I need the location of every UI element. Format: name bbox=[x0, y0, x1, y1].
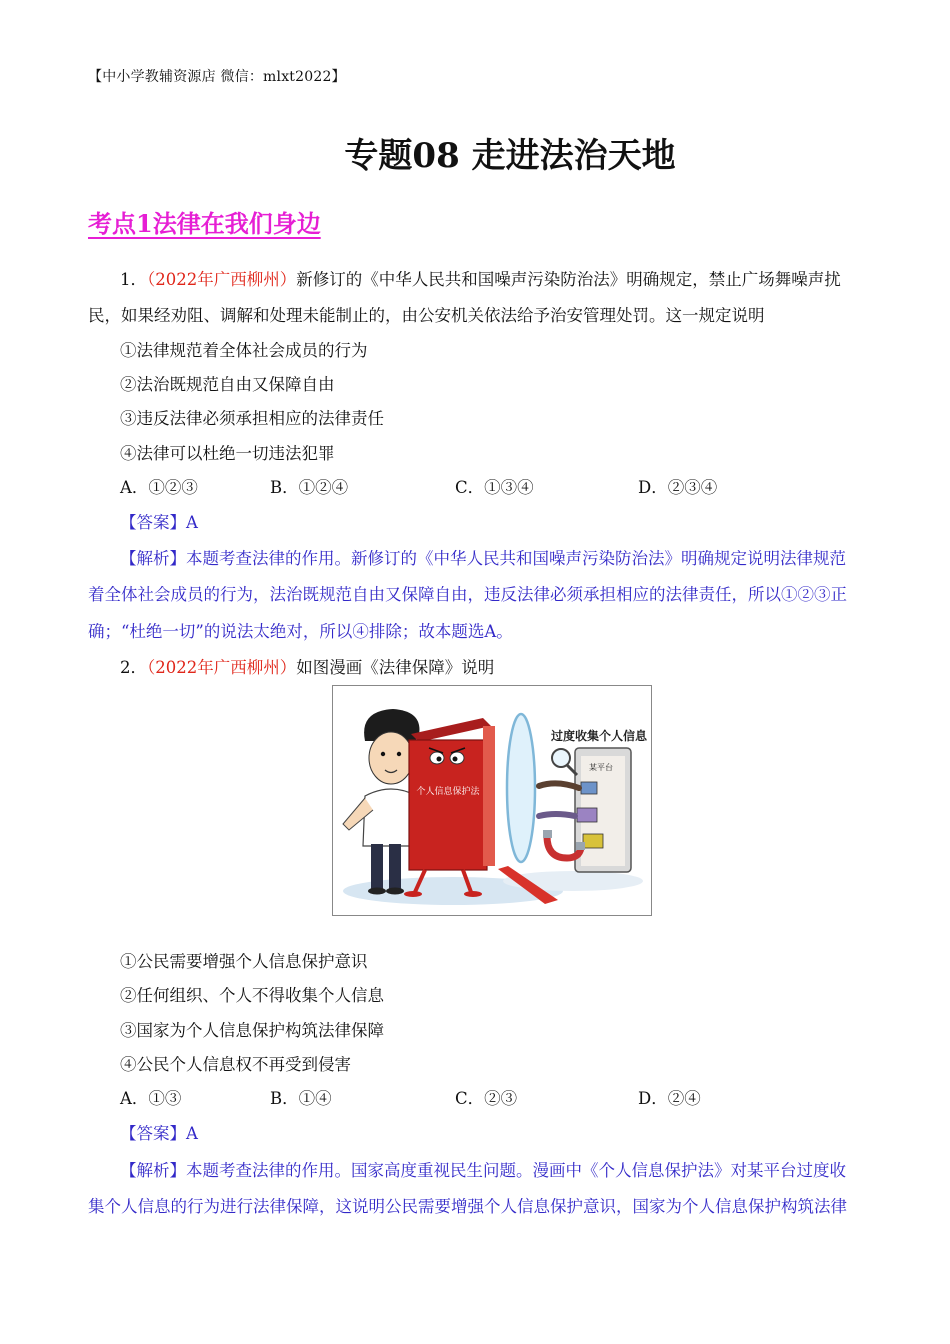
q1-item-2: ②法治既规范自由又保障自由 bbox=[120, 375, 335, 394]
q1-item-3: ③违反法律必须承担相应的法律责任 bbox=[120, 409, 384, 428]
shield-icon bbox=[507, 714, 535, 862]
q2-option-d: D．②④ bbox=[638, 1089, 701, 1108]
platform-label: 某平台 bbox=[589, 763, 613, 772]
q1-analysis-line1: 本题考查法律的作用。新修订的《中华人民共和国噪声污染防治法》明确规定说明法律规范 bbox=[186, 549, 846, 568]
q2-item-4: ④公民个人信息权不再受到侵害 bbox=[120, 1055, 351, 1074]
q1-analysis-line3: 确；“杜绝一切”的说法太绝对，所以④排除；故本题选A。 bbox=[88, 622, 513, 641]
cartoon-banner: 过度收集个人信息 bbox=[551, 729, 648, 743]
q2-analysis bbox=[120, 1157, 846, 1181]
q1-number: 1． bbox=[120, 270, 147, 289]
q1-answer bbox=[120, 509, 198, 533]
q1-option-c: C．①③④ bbox=[455, 478, 534, 497]
q1-option-b: B．①②④ bbox=[270, 478, 349, 497]
section-heading: 考点1法律在我们身边 bbox=[88, 209, 321, 238]
q2-stem-text: 如图漫画《法律保障》说明 bbox=[296, 658, 495, 677]
q1-answer-value: A bbox=[186, 513, 198, 532]
page-title: 专题08 走进法治天地 bbox=[344, 136, 676, 176]
q2-option-a: A．①③ bbox=[120, 1089, 182, 1108]
q2-number: 2． bbox=[120, 658, 147, 677]
q1-option-a: A．①②③ bbox=[120, 478, 198, 497]
q1-source: （2022年广西柳州） bbox=[147, 270, 297, 289]
q1-stem bbox=[120, 266, 841, 290]
q2-source: （2022年广西柳州） bbox=[147, 658, 297, 677]
cartoon-figure bbox=[332, 685, 652, 916]
q1-item-1: ①法律规范着全体社会成员的行为 bbox=[120, 341, 368, 360]
q2-option-b: B．①④ bbox=[270, 1089, 332, 1108]
q2-analysis-line1: 本题考查法律的作用。国家高度重视民生问题。漫画中《个人信息保护法》对某平台过度收 bbox=[186, 1161, 846, 1180]
q2-analysis-label: 【解析】 bbox=[120, 1161, 186, 1180]
q1-item-4: ④法律可以杜绝一切违法犯罪 bbox=[120, 444, 335, 463]
q2-answer-value: A bbox=[186, 1124, 198, 1143]
magnifier-icon bbox=[552, 749, 570, 767]
q2-analysis-line2: 集个人信息的行为进行法律保障，这说明公民需要增强个人信息保护意识，国家为个人信息保护构筑法律 bbox=[88, 1197, 847, 1216]
q2-answer bbox=[120, 1120, 198, 1144]
q2-option-c: C．②③ bbox=[455, 1089, 518, 1108]
q2-item-2: ②任何组织、个人不得收集个人信息 bbox=[120, 986, 384, 1005]
law-book-illustration bbox=[404, 718, 495, 897]
q2-item-1: ①公民需要增强个人信息保护意识 bbox=[120, 952, 368, 971]
q1-stem-line1: 新修订的《中华人民共和国噪声污染防治法》明确规定，禁止广场舞噪声扰 bbox=[296, 270, 841, 289]
q1-answer-label: 【答案】 bbox=[120, 513, 186, 532]
q1-option-d: D．②③④ bbox=[638, 478, 718, 497]
q1-stem-line2: 民，如果经劝阻、调解和处理未能制止的，由公安机关依法给予治安管理处罚。这一规定说明 bbox=[88, 306, 765, 325]
q1-analysis bbox=[120, 545, 846, 569]
q2-item-3: ③国家为个人信息保护构筑法律保障 bbox=[120, 1021, 384, 1040]
q1-analysis-label: 【解析】 bbox=[120, 549, 186, 568]
book-label: 个人信息保护法 bbox=[416, 787, 480, 797]
q2-answer-label: 【答案】 bbox=[120, 1124, 186, 1143]
q2-stem bbox=[120, 654, 494, 678]
page-header: 【中小学教辅资源店 微信：mlxt2022】 bbox=[88, 69, 346, 85]
q1-analysis-line2: 着全体社会成员的行为，法治既规范自由又保障自由，违反法律必须承担相应的法律责任，所以①②③正 bbox=[88, 585, 847, 604]
